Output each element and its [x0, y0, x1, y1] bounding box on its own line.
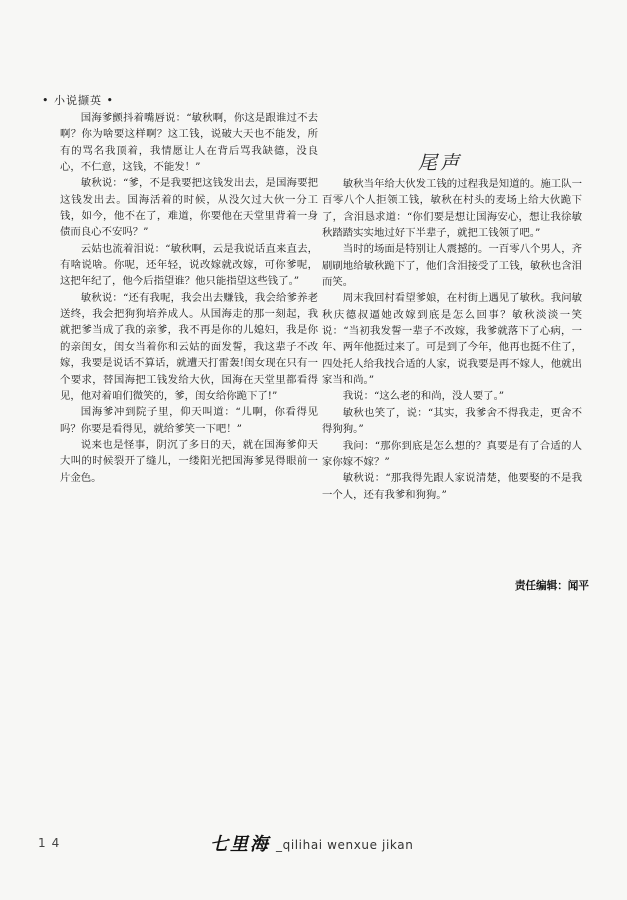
paragraph: 说来也是怪事，阴沉了多日的天，就在国海爹仰天大叫的时候裂开了缝儿，一缕阳光把国海爹晃得眼前一片金色。 — [60, 438, 318, 484]
paragraph: 云姑也流着泪说：“敏秋啊，云是我说话直来直去，有啥说啥。你呢，还年轻，说改嫁就改嫁，可你爹呢，这把年纪了，他今后指望谁？他只能指望这些钱了。” — [60, 242, 318, 288]
right-column — [322, 176, 582, 503]
paragraph: 周末我回村看望爹娘，在村街上遇见了敏秋。我问敏秋庆德叔逼她改嫁到底是怎么回事？敏秋淡淡一笑说：“当初我发誓一辈子不改嫁，我爹就落下了心病，一年、两年他挺过来了。可是到了今年，他再也挺不住了，四处托人给我找合适的人家，说我要是再不嫁人，他就出家当和尚。” — [322, 292, 582, 387]
paragraph: 敏秋说：“那我得先跟人家说清楚，他要娶的不是我一个人，还有我爹和狗狗。” — [322, 472, 582, 501]
paragraph: 敏秋说：“还有我呢，我会出去赚钱，我会给爹养老送终，我会把狗狗培养成人。从国海走的那一刻起，我就把爹当成了我的亲爹，我不再是你的儿媳妇，我是你的亲闺女，闺女当着你和云姑的面发誓，我这辈子不改嫁，我要是说话不算话，就遭天打雷轰!闺女现在只有一个要求，替国海把工钱发给大伙，国海在天堂里都看得见，他对着咱们微笑的，爹，闺女给你跪下了!” — [60, 291, 318, 402]
paragraph: 我说：“这么老的和尚，没人要了。” — [342, 390, 505, 403]
left-column — [60, 110, 318, 486]
paragraph: 敏秋也笑了，说：“其实，我爹舍不得我走，更舍不得狗狗。” — [322, 406, 582, 436]
paragraph: 敏秋说：“爹，不是我要把这钱发出去，是国海要把这钱发出去。国海活着的时候，从没欠过大伙一分工钱，如今，他不在了，难道，你要他在天堂里背着一身债而良心不安吗？” — [60, 177, 318, 239]
journal-logo: 七里海 — [210, 834, 270, 855]
paragraph: 敏秋当年给大伙发工钱的过程我是知道的。施工队一百零八个人拒领工钱，敏秋在村头的麦场上给大伙跪下了，含泪恳求道：“你们要是想让国海安心，想让我徐敏秋踏踏实实地过好下半辈子，就把工钱领了吧。” — [322, 178, 582, 240]
paragraph: 当时的场面是特别让人震撼的。一百零八个男人，齐刷刷地给敏秋跪下了，他们含泪接受了工钱，敏秋也含泪而笑。 — [322, 243, 582, 289]
paragraph: 国海爹冲到院子里，仰天叫道：“儿啊，你看得见吗？你要是看得见，就给爹笑一下吧！” — [60, 406, 318, 435]
page-number: 14 — [38, 836, 66, 850]
paragraph: 我问：“那你到底是怎么想的？真要是有了合适的人家你嫁不嫁？” — [322, 439, 582, 468]
section-title: 尾声 — [418, 152, 463, 174]
responsible-editor: 责任编辑：闻平 — [514, 580, 589, 592]
paragraph: 国海爹颤抖着嘴唇说：“敏秋啊，你这是跟谁过不去啊？你为啥要这样啊？这工钱，说破大天也不能发，所有的骂名我顶着，我情愿让人在背后骂我缺德，没良心，不仁意，这钱，不能发！” — [60, 112, 318, 174]
section-tag: • 小说撷英 • — [42, 94, 114, 107]
journal-pinyin: _qilihai wenxue jikan — [276, 838, 414, 852]
